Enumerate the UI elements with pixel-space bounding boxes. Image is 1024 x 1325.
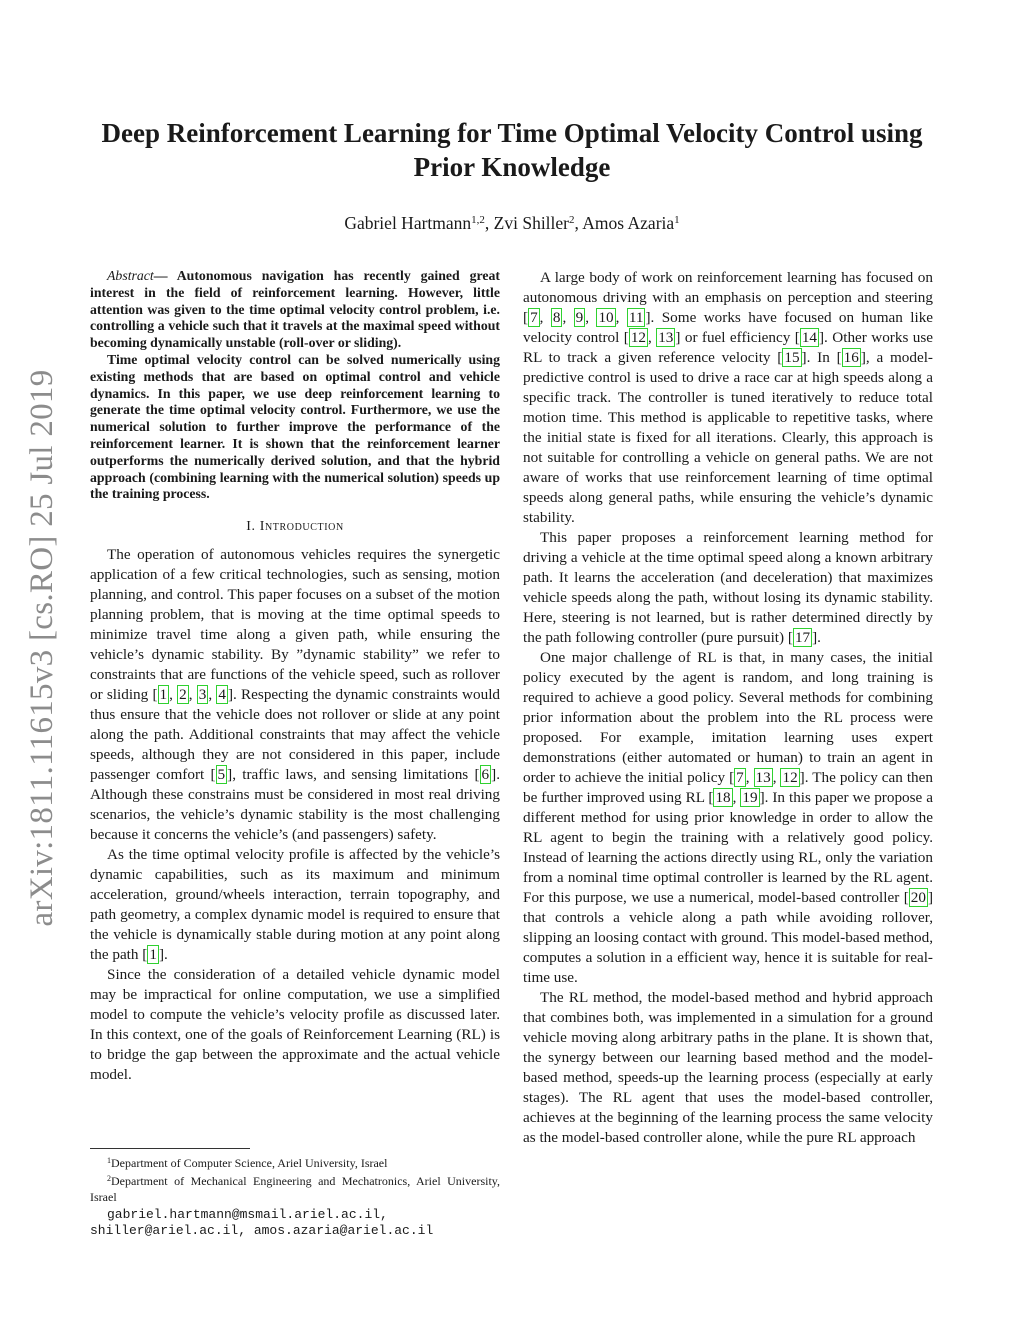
paragraph-text: , <box>648 329 657 346</box>
right-paragraph-1 <box>523 268 933 528</box>
right-paragraph-2 <box>523 528 933 648</box>
section-heading-introduction <box>90 517 500 537</box>
paragraph-text: The operation of autonomous vehicles requires the synergetic application of a few critical technologies, such as sensing, motion planning, and control. This paper focuses on a subset of the motion planning problem, that is moving at the time optimal speeds to minimize travel time along a given path, while ensuring the vehicle’s dynamic stability. By ”dynamic stability” we refer to constraints that are functions of the vehicle speed, such as rollover or sliding [ <box>90 546 500 704</box>
citation-link[interactable]: 4 <box>218 686 226 704</box>
footnote-rule <box>90 1148 250 1149</box>
paper-title: Deep Reinforcement Learning for Time Optimal Velocity Control using Prior Knowledge <box>101 118 923 182</box>
author-affiliation: 1,2 <box>471 214 485 226</box>
paragraph-text: ]. In [ <box>801 349 842 366</box>
paragraph-text: ]. Some works have focused on human like velocity control [ <box>523 309 934 346</box>
paragraph-text: , <box>615 309 627 326</box>
abstract-text-1: Autonomous navigation has recently gained great interest in the field of reinforcement learning. However, little attention was given to the time optimal velocity control problem, i.e. controlling a vehicle such that it travels at the maximal speed without becoming dynamically unstable (roll-over or sliding). <box>90 268 500 351</box>
abstract-label: Abstract <box>107 268 154 283</box>
citation-link[interactable]: 3 <box>198 686 207 704</box>
footnote-1-mark: 1 <box>107 1156 111 1165</box>
citation-link[interactable]: 19 <box>742 789 758 806</box>
author-separator: , <box>574 213 583 233</box>
citation-link[interactable]: 7 <box>736 769 744 786</box>
abstract-dash: — <box>153 268 177 283</box>
citation-link[interactable]: 1 <box>149 946 157 964</box>
paragraph-text: , <box>772 769 781 786</box>
footnote-2 <box>90 1171 500 1205</box>
paragraph-text: ] or fuel efficiency [ <box>675 329 800 346</box>
paragraph-text: ]. Other works use RL to track a given reference velocity [ <box>523 329 934 366</box>
citation-link[interactable]: 20 <box>910 889 926 906</box>
paragraph-text: ]. Respecting the dynamic constraints would thus ensure that the vehicle does not rollover or slide at any point along the path. Additional constraints that may affect the vehicle speeds, although they are not considered in this paper, include passenger comfort [ <box>90 686 501 784</box>
footnote-2-text: Department of Mechanical Engineering and Mechatronics, Ariel University, Israel <box>90 1174 500 1204</box>
citation-link[interactable]: 14 <box>801 329 817 346</box>
paragraph-text: , <box>188 686 197 704</box>
right-paragraph-3 <box>523 648 933 988</box>
section-number: I. <box>246 519 256 535</box>
abstract <box>90 268 500 503</box>
paragraph-text: , <box>539 309 551 326</box>
author-separator: , <box>484 213 494 233</box>
paragraph-text: Since the consideration of a detailed vehicle dynamic model may be impractical for online computation, we use a simplified model to compute the vehicle’s velocity profile as discussed later. In this context, one of the goals of Reinforcement Learning (RL) is to bridge the gap between the approximate and the actual vehicle model. <box>90 966 500 1084</box>
author-affiliation: 1 <box>674 214 680 226</box>
citation-link[interactable]: 18 <box>715 789 731 806</box>
intro-paragraph-2 <box>90 845 500 965</box>
paragraph-text: ]. Although these constrains must be considered in most real driving scenarios, the vehicle’s dynamic stability is the most challenging because it concerns the vehicle’s (and passengers) safety. <box>90 766 500 844</box>
author-list <box>92 208 932 235</box>
citation-link[interactable]: 15 <box>784 349 800 366</box>
arxiv-stamp: arXiv:1811.11615v3 [cs.RO] 25 Jul 2019 <box>24 369 60 927</box>
citation-link[interactable]: 6 <box>481 766 490 784</box>
intro-paragraph-1 <box>90 545 500 845</box>
paragraph-text: ] that controls a vehicle along a path while avoiding rollover, slipping an loosing contact with ground. This model-based method, computes a solution in a efficient way, hence it is suitable for real-time use. <box>523 889 933 986</box>
footnotes <box>90 1148 500 1239</box>
citation-link[interactable]: 13 <box>755 769 771 786</box>
author-name: Zvi Shiller <box>493 213 569 233</box>
citation-link[interactable]: 10 <box>598 309 614 326</box>
paragraph-text: , <box>585 309 597 326</box>
author-emails: gabriel.hartmann@msmail.ariel.ac.il, shiller@ariel.ac.il, amos.azaria@ariel.ac.il <box>90 1207 434 1238</box>
citation-link[interactable]: 17 <box>794 629 811 646</box>
right-paragraph-4 <box>523 988 933 1148</box>
paragraph-text: , <box>745 769 754 786</box>
paragraph-text: ]. In this paper we propose a different method for using prior knowledge in order to allow the RL agent to begin the training with a relatively good policy. Instead of learning the actions directly using RL, only the variation from a nominal time optimal controller is learned by the RL agent. For this purpose, we use a numerical, model-based controller [ <box>523 789 933 906</box>
paragraph-text: One major challenge of RL is that, in many cases, the initial policy executed by the agent is random, and long training is required to achieve a good policy. Several methods for combining prior information about the problem into the RL process were proposed. For example, imitation learning uses expert demonstrations (either automated or human) to train an agent in order to achieve the initial policy [ <box>523 649 933 786</box>
intro-paragraph-3 <box>90 965 500 1085</box>
paragraph-text: ]. <box>812 629 821 646</box>
paragraph-text: , <box>208 686 217 704</box>
left-column <box>90 268 500 1085</box>
footnote-1 <box>90 1153 500 1171</box>
paragraph-text: ], traffic laws, and sensing limitations [ <box>227 766 480 784</box>
author-name: Gabriel Hartmann <box>344 213 472 233</box>
citation-link[interactable]: 11 <box>628 309 644 326</box>
paragraph-text: The RL method, the model-based method and hybrid approach that combines both, was implemented in a simulation for a ground vehicle moving along arbitrary paths in the plane. It is shown that, the synergy between our learning based method and the model-based method, speeds-up the learning process (especially at early stages). The RL agent that uses the model-based controller, achieves at the beginning of the learning process the same velocity as the model-based controller alone, while the pure RL approach <box>523 989 933 1146</box>
abstract-paragraph-2: Time optimal velocity control can be solved numerically using existing methods that are based on optimal control and vehicle dynamics. In this paper, we use deep reinforcement learning to generate the time optimal velocity control. Furthermore, we use the numerical solution to further improve the performance of the reinforcement learner. It is shown that the reinforcement learner outperforms the numerically derived solution, and that the hybrid approach (combining learning with the numerical solution) speeds up the training process. <box>90 351 500 502</box>
citation-link[interactable]: 12 <box>630 329 646 346</box>
paragraph-text: ]. The policy can then be further improved using RL [ <box>523 769 933 806</box>
paragraph-text: A large body of work on reinforcement learning has focused on autonomous driving with an emphasis on perception and steering [ <box>523 269 933 326</box>
citation-link[interactable]: 8 <box>552 309 561 326</box>
paragraph-text: ]. <box>158 946 168 964</box>
citation-link[interactable]: 7 <box>530 309 538 326</box>
citation-link[interactable]: 5 <box>217 766 226 784</box>
section-title: Introduction <box>259 519 344 535</box>
author-affiliation: 2 <box>569 214 575 226</box>
left-body <box>90 545 500 1085</box>
paragraph-text: , <box>562 309 574 326</box>
citation-link[interactable]: 1 <box>159 686 168 704</box>
abstract-paragraph-1 <box>90 268 500 352</box>
author-name: Amos Azaria <box>582 213 675 233</box>
paragraph-text: , <box>732 789 741 806</box>
footnote-2-mark: 2 <box>107 1174 111 1183</box>
paragraph-text: ], a model-predictive control is used to drive a race car at high speeds along a specific track. The controller is tuned iteratively to reduce total motion time. This method is applicable to repetitive tasks, where the initial state is fixed for all iterations. Clearly, this approach is not suitable for controlling a vehicle on general paths. We are not aware of works that use reinforcement learning of time optimal speeds along general paths, while ensuring the vehicle’s dynamic stability. <box>523 349 933 526</box>
paragraph-text: This paper proposes a reinforcement learning method for driving a vehicle at the time optimal speed along a known arbitrary path. It learns the acceleration (and deceleration) that maximizes vehicle speeds along the path, without losing its dynamic stability. Here, steering is not learned, but is rather determined directly by the path following controller (pure pursuit) [ <box>523 529 933 646</box>
citation-link[interactable]: 16 <box>843 349 859 366</box>
citation-link[interactable]: 2 <box>179 686 187 704</box>
citation-link[interactable]: 12 <box>782 769 798 786</box>
footnote-1-text: Department of Computer Science, Ariel University, Israel <box>111 1156 388 1170</box>
paragraph-text: , <box>169 686 178 704</box>
citation-link[interactable]: 9 <box>575 309 584 326</box>
citation-link[interactable]: 13 <box>658 329 674 346</box>
right-body <box>523 268 933 1148</box>
right-column <box>523 268 933 1148</box>
paragraph-text: As the time optimal velocity profile is affected by the vehicle’s dynamic capabilities, such as its maximum and minimum acceleration, ground/wheels interaction, terrain topography, and path geometry, a complex dynamic model is required to ensure that the vehicle is dynamically stable during motion at any point along the path [ <box>90 846 500 964</box>
